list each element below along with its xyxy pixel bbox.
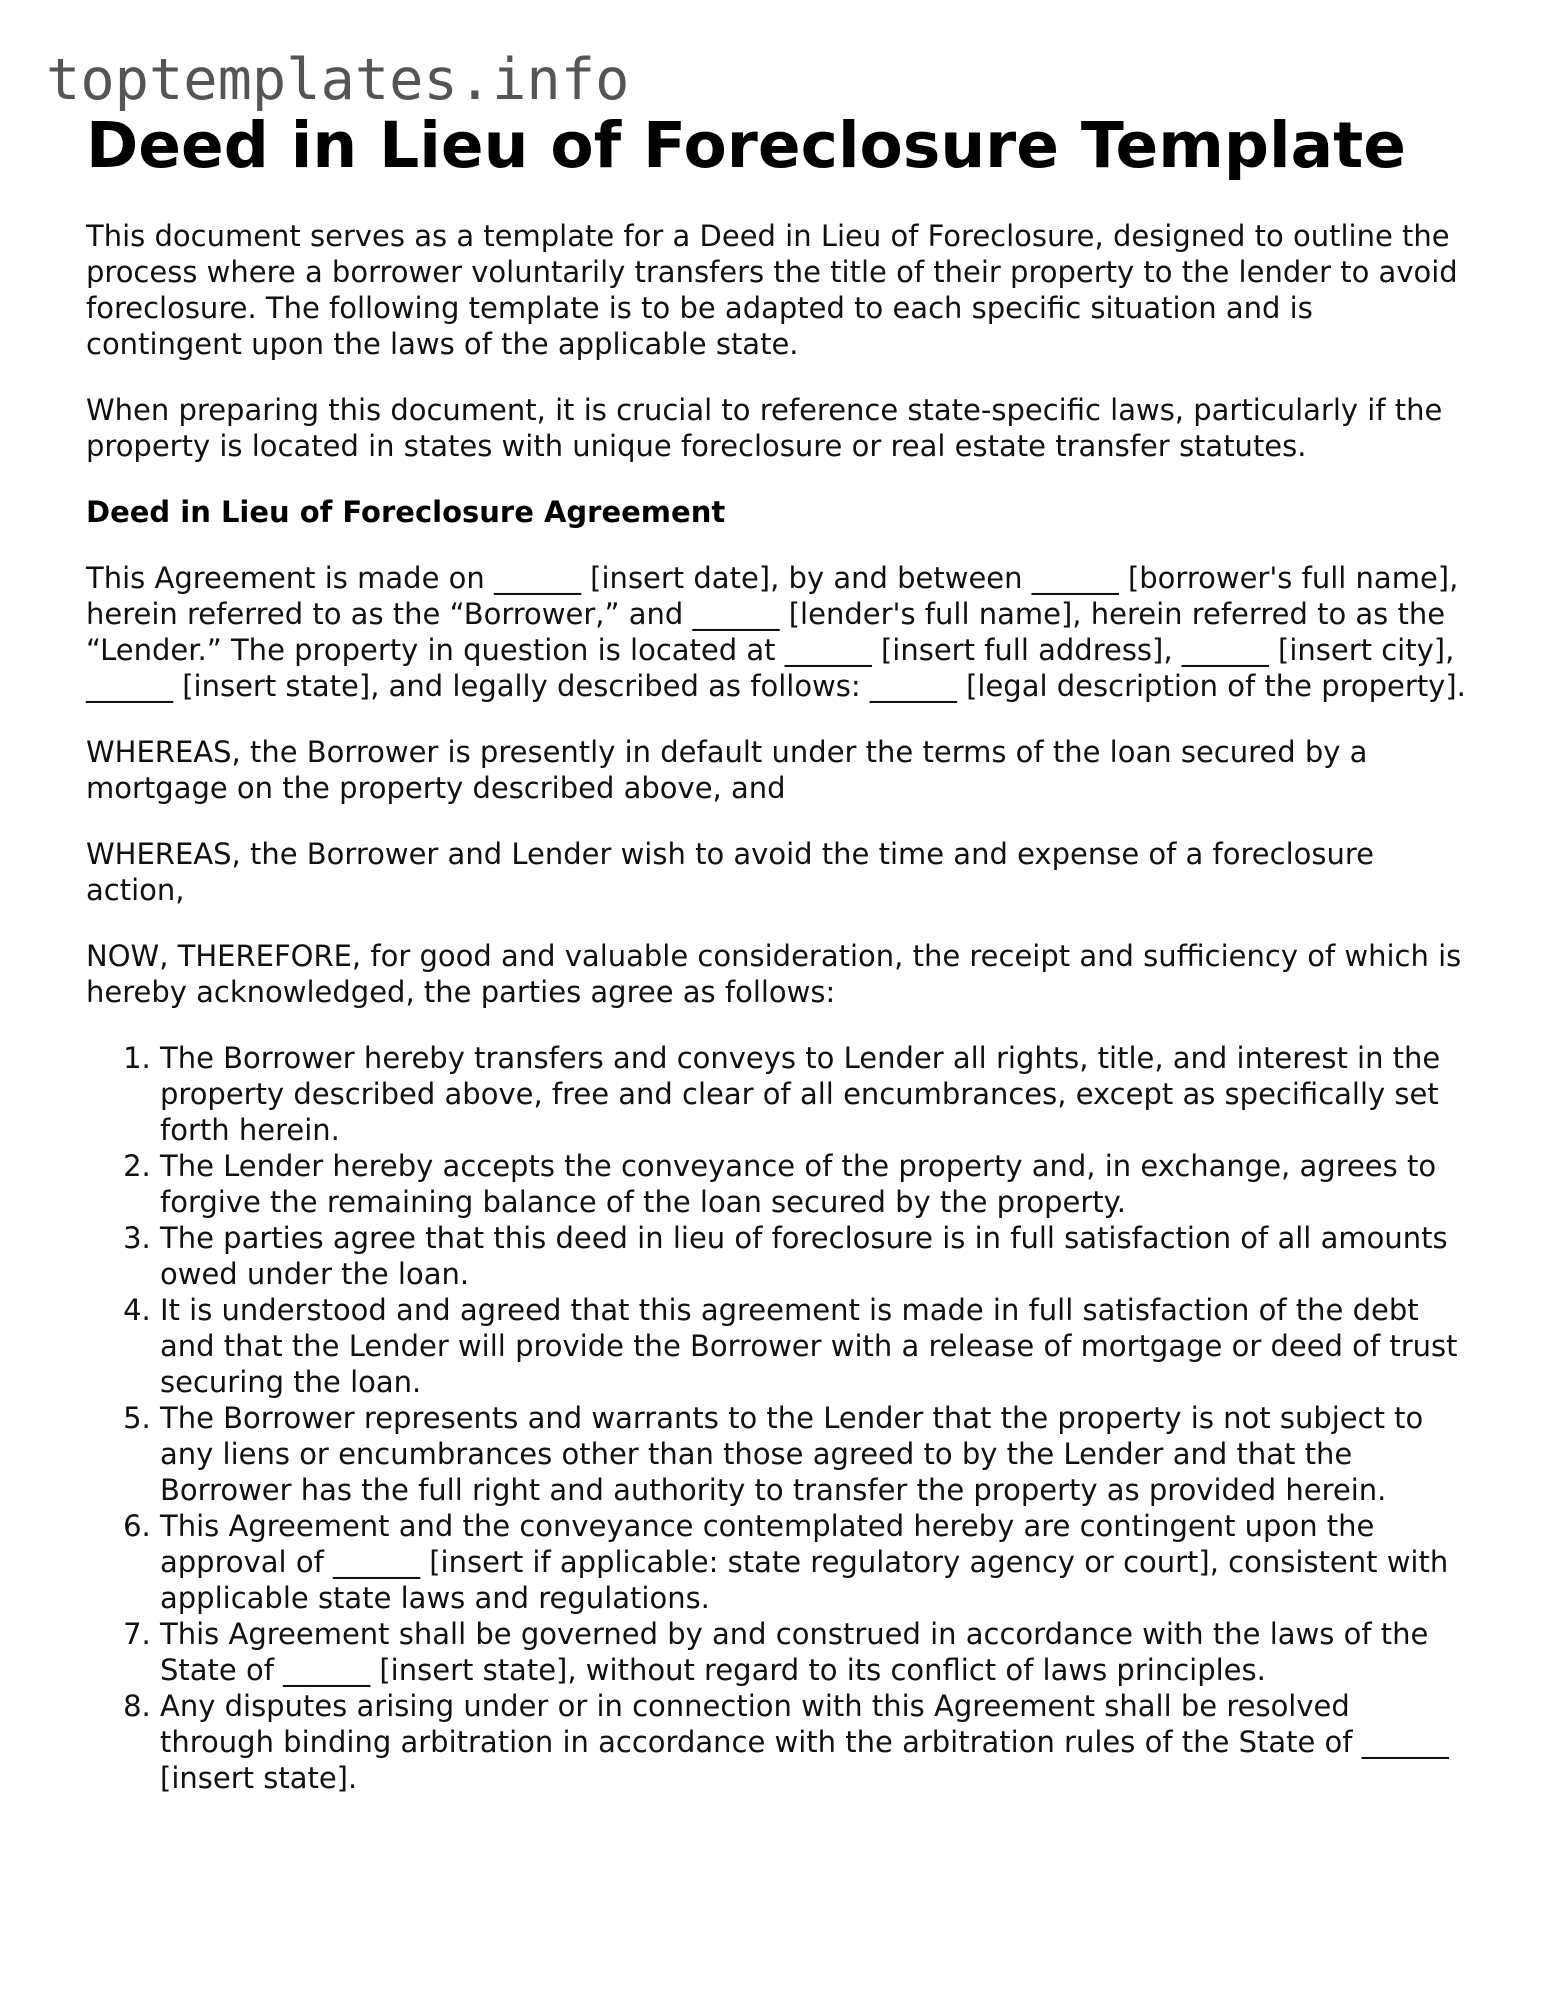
therefore-paragraph: NOW, THEREFORE, for good and valuable consideration, the receipt and sufficiency of which is hereby acknowledged, the parties agree as follows:	[86, 939, 1462, 1009]
clause-item: 4. It is understood and agreed that this agreement is made in full satisfaction of the debt and that the Lender will provide the Borrower with a release of mortgage or deed of trust securing the loan.	[160, 1292, 1466, 1400]
section-heading: Deed in Lieu of Foreclosure Agreement	[86, 495, 726, 529]
clause-item: 5. The Borrower represents and warrants to the Lender that the property is not subject to any liens or encumbrances other than those agreed to by the Lender and that the Borrower has the full right and authority to transfer the property as provided herein.	[160, 1400, 1466, 1508]
clause-item: 3. The parties agree that this deed in lieu of foreclosure is in full satisfaction of all amounts owed under the loan.	[160, 1220, 1466, 1292]
state-law-note: When preparing this document, it is crucial to reference state-specific laws, particularly if the property is located in states with unique foreclosure or real estate transfer statutes.	[86, 393, 1443, 463]
document-title: Deed in Lieu of Foreclosure Template	[86, 109, 1406, 182]
intro-paragraph: This document serves as a template for a Deed in Lieu of Foreclosure, designed to outline the process where a borrower voluntarily transfers the title of their property to the lender to avoid foreclosure. The following template is to be adapted to each specific situation and is contingent upon the laws of the applicable state.	[86, 219, 1458, 361]
agreement-paragraph: This Agreement is made on ______ [insert date], by and between ______ [borrower's full name], herein referred to as the “Borrower,” and ______ [lender's full name], herein referred to as the “Lender.” The property in question is located at ______ [insert full address], ______ [insert city], ______ [insert state], and legally described as follows: ______ [legal description of the property].	[86, 561, 1466, 703]
whereas-avoid-foreclosure: WHEREAS, the Borrower and Lender wish to avoid the time and expense of a foreclosure action,	[86, 837, 1374, 907]
clause-item: 1. The Borrower hereby transfers and conveys to Lender all rights, title, and interest in the property described above, free and clear of all encumbrances, except as specifically set forth herein.	[160, 1040, 1466, 1148]
document-body	[86, 108, 1466, 1796]
whereas-default: WHEREAS, the Borrower is presently in default under the terms of the loan secured by a mortgage on the property described above, and	[86, 735, 1368, 805]
clause-item: 7. This Agreement shall be governed by and construed in accordance with the laws of the State of ______ [insert state], without regard to its conflict of laws principles.	[160, 1616, 1466, 1688]
watermark-text: toptemplates.info	[46, 47, 630, 113]
clause-item: 2. The Lender hereby accepts the conveyance of the property and, in exchange, agrees to forgive the remaining balance of the loan secured by the property.	[160, 1148, 1466, 1220]
clause-item: 6. This Agreement and the conveyance contemplated hereby are contingent upon the approval of ______ [insert if applicable: state regulatory agency or court], consistent with applicable state laws and regulations.	[160, 1508, 1466, 1616]
clause-list	[86, 1040, 1466, 1796]
clause-item: 8. Any disputes arising under or in connection with this Agreement shall be resolved through binding arbitration in accordance with the arbitration rules of the State of ______ [insert state].	[160, 1688, 1466, 1796]
